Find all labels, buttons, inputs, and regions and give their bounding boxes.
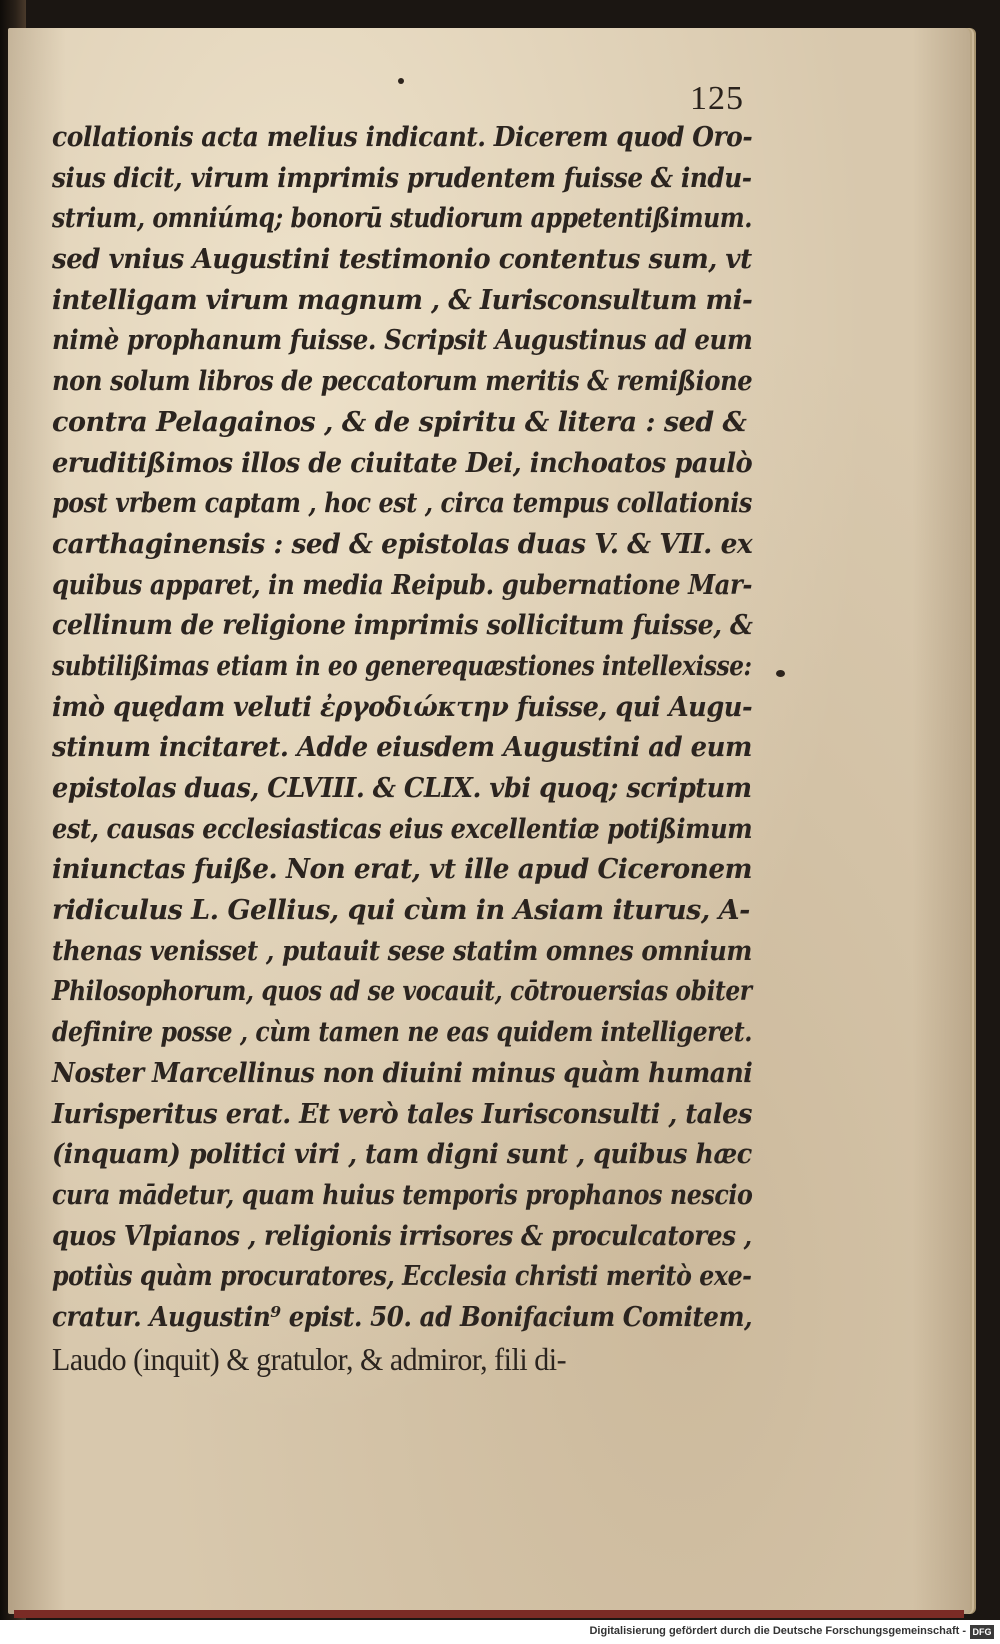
text-line: est, causas ecclesiasticas eius excellentiæ potißimum — [52, 813, 753, 845]
text-line: Philosophorum, quos ad se vocauit, cōtrouersias obiter — [52, 976, 752, 1008]
text-line: Laudo (inquit) & gratulor, & admiror, fili di- — [52, 1340, 567, 1377]
text-line: Noster Marcellinus non diuini minus quàm humani — [52, 1057, 753, 1089]
text-line: contra Pelagainos , & de spiritu & litera : sed & — [52, 406, 747, 438]
dfg-logo: DFG — [970, 1625, 994, 1639]
text-line: thenas venisset , putauit sese statim omnes omnium — [52, 935, 752, 967]
ink-speck — [776, 670, 785, 677]
text-line: epistolas duas, CLVIII. & CLIX. vbi quoq; scriptum — [52, 773, 752, 804]
text-line: sius dicit, virum imprimis prudentem fuisse & indu- — [52, 162, 752, 194]
text-line: (inquam) politici viri , tam digni sunt , quibus hæc — [52, 1139, 752, 1171]
text-line: quos Vlpianos , religionis irrisores & proculcatores , — [52, 1220, 752, 1252]
text-line: nimè prophanum fuisse. Scripsit Augustinus ad eum — [52, 325, 753, 357]
page-edge — [14, 1610, 964, 1618]
text-line: strium, omniúmq; bonorū studiorum appetentißimum. — [52, 203, 752, 235]
text-line: intelligam virum magnum , & Iurisconsultum mi- — [52, 284, 753, 316]
text-line: iniunctas fuiße. Non erat, vt ille apud Ciceronem — [52, 854, 752, 886]
ink-speck — [398, 78, 404, 84]
text-line: eruditißimos illos de ciuitate Dei, inchoatos paulò — [52, 447, 753, 479]
text-line: non solum libros de peccatorum meritis & remißione — [52, 366, 753, 398]
text-line: quibus apparet, in media Reipub. gubernatione Mar- — [52, 569, 753, 601]
text-line: post vrbem captam , hoc est , circa tempus collationis — [52, 488, 752, 520]
text-line: ridiculus L. Gellius, qui cùm in Asiam iturus, A- — [52, 895, 750, 927]
text-line: collationis acta melius indicant. Dicerem quod Oro- — [52, 122, 753, 153]
funding-credit: Digitalisierung gefördert durch die Deutsche Forschungsgemeinschaft - — [589, 1625, 966, 1637]
page-number: 125 — [690, 80, 744, 117]
text-line: sed vnius Augustini testimonio contentus sum, vt — [52, 244, 752, 276]
text-line: Iurisperitus erat. Et verò tales Iurisconsulti , tales — [52, 1098, 752, 1130]
text-line: cura mādetur, quam huius temporis prophanos nescio — [52, 1179, 753, 1211]
body-text — [52, 118, 752, 1379]
text-line: subtilißimas etiam in eo generequæstiones intellexisse: — [52, 650, 752, 682]
text-line: imò quędam veluti ἐργοδιώκτην fuisse, qui Augu- — [52, 691, 753, 723]
text-line: stinum incitaret. Adde eiusdem Augustini ad eum — [52, 732, 752, 764]
text-line: cratur. Augustin⁹ epist. 50. ad Bonifacium Comitem, — [52, 1301, 753, 1333]
text-line: potiùs quàm procuratores, Ecclesia christi meritò exe- — [52, 1261, 752, 1293]
text-line: definire posse , cùm tamen ne eas quidem intelligeret. — [52, 1017, 752, 1049]
text-line: cellinum de religione imprimis sollicitum fuisse, & — [52, 610, 753, 642]
text-line: carthaginensis : sed & epistolas duas V. & VII. ex — [52, 528, 753, 560]
